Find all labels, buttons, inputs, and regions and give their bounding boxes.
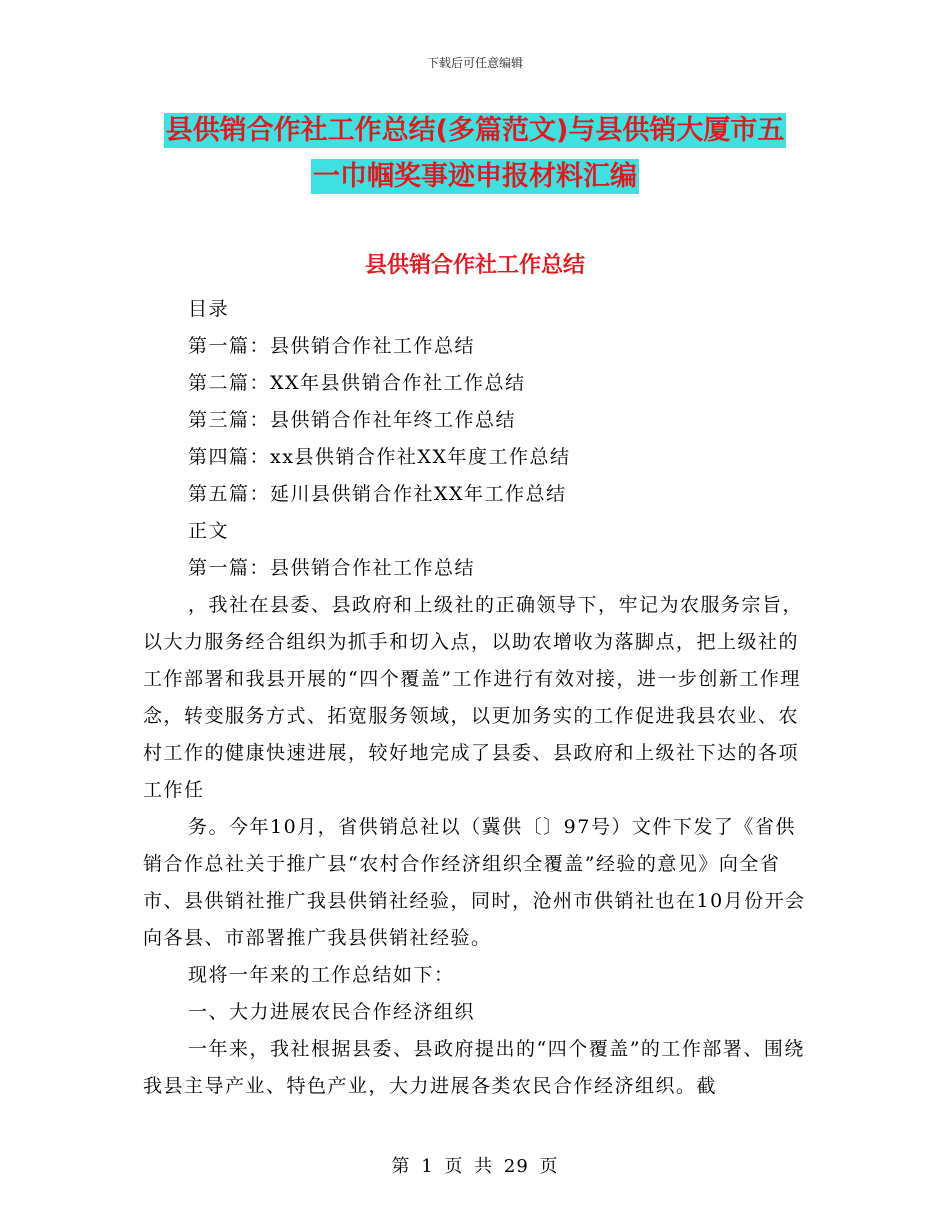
footer-page-label: 页 [444, 1156, 464, 1177]
toc-item: 第二篇：XX年县供销合作社工作总结 [188, 372, 526, 394]
paragraph: 现将一年来的工作总结如下： [188, 964, 455, 986]
toc-item: 第三篇：县供销合作社年终工作总结 [188, 409, 517, 431]
footer-suffix: 页 [539, 1156, 559, 1177]
footer-total-label: 共 [474, 1156, 494, 1177]
section-title: 县供销合作社工作总结 [364, 253, 585, 278]
chapter-heading: 第一篇：县供销合作社工作总结 [188, 557, 476, 579]
paragraph: 一年来，我社根据县委、县政府提出的“四个覆盖”的工作部署、围绕我县主导产业、特色产业，大力进展各类农民合作经济组织。截 [143, 1038, 805, 1097]
footer-page-number: 1 [421, 1156, 434, 1177]
paragraph: 务。今年10月，省供销总社以（冀供〔〕97号）文件下发了《省供销合作总社关于推广县“农村合作经济组织全覆盖”经验的意见》向全省市、县供销社推广我县供销社经验，同时，沧州市供销社也在10月份开会向各县、市部署推广我县供销社经验。 [143, 816, 806, 949]
document-title-line-2: 一巾帼奖事迹申报材料汇编 [313, 161, 637, 192]
document-title-line-1: 县供销合作社工作总结(多篇范文)与县供销大厦市五 [165, 115, 785, 146]
toc-heading: 目录 [188, 298, 230, 320]
toc-item: 第一篇：县供销合作社工作总结 [188, 335, 476, 357]
body-heading: 正文 [188, 520, 230, 542]
paragraph: ，我社在县委、县政府和上级社的正确领导下，牢记为农服务宗旨，以大力服务经合组织为抓手和切入点，以助农增收为落脚点，把上级社的工作部署和我县开展的“四个覆盖”工作进行有效对接，进一步创新工作理念，转变服务方式、拓宽服务领域，以更加务实的工作促进我县农业、农村工作的健康快速进展，较好地完成了县委、县政府和上级社下达的各项工作任 [143, 594, 804, 801]
section-heading: 一、大力进展农民合作经济组织 [188, 1001, 476, 1023]
page-footer [0, 1152, 950, 1178]
header-note: 下载后可任意编辑 [426, 56, 523, 70]
document-title [0, 108, 950, 200]
footer-prefix: 第 [391, 1156, 411, 1177]
document-body [143, 291, 813, 1105]
toc-item: 第五篇：延川县供销合作社XX年工作总结 [188, 483, 567, 505]
toc-item: 第四篇：xx县供销合作社XX年度工作总结 [188, 446, 571, 468]
footer-total-pages: 29 [503, 1156, 529, 1177]
